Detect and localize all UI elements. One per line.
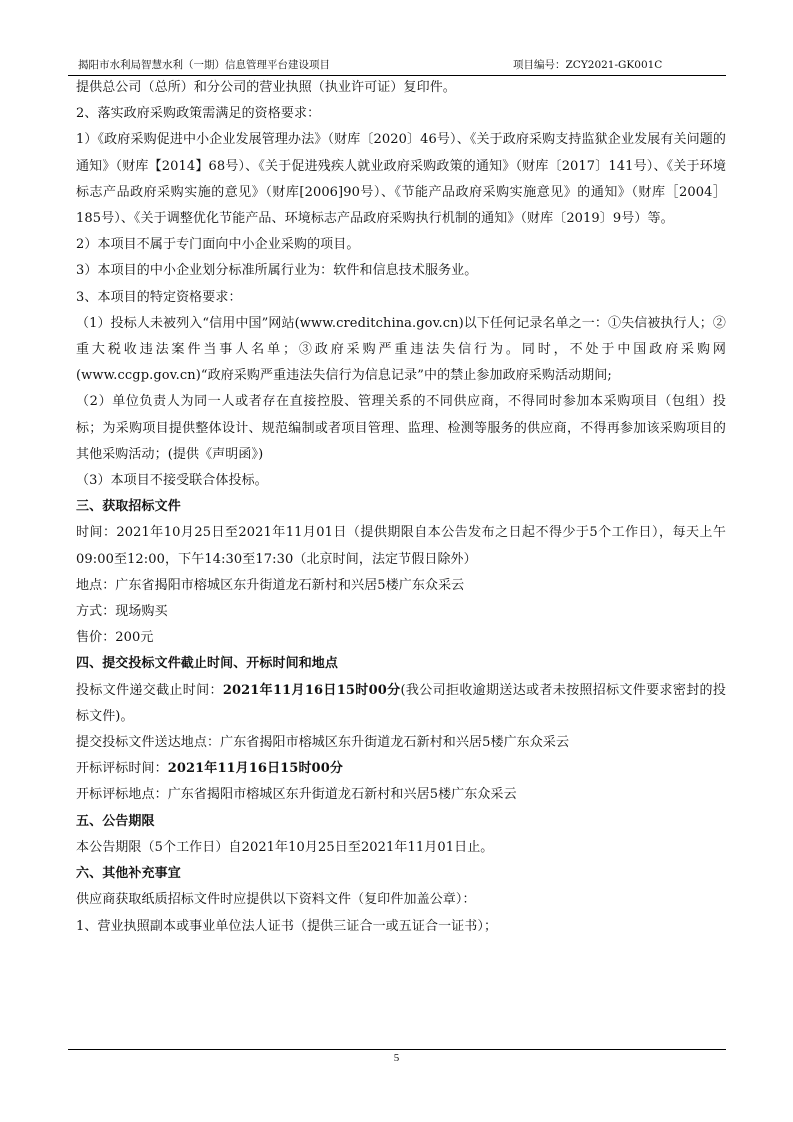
paragraph: （3）本项目不接受联合体投标。 [76,473,268,489]
section-heading: 四、提交投标文件截止时间、开标时间和地点 [76,656,339,672]
opening-time: 2021年11月16日15时00分 [167,761,343,777]
paragraph: 1）《政府采购促进中小企业发展管理办法》（财库〔2020〕46号）、《关于政府采购支持监狱企业发展有关问题的通知》（财库【2014】68号）、《关于促进残疾人就业政府采购政策的通知》（财库〔2017〕141号）、《关于环境标志产品政府采购实施的意见》（财库[2006]90号）、《节能产品政府采购实施意见》的通知》（财库［2004］185号）、《关于调整优化节能产品、环境标志产品政府采购执行机制的通知》（财库〔2019〕9号）等。 [76,132,726,227]
paragraph: 时间：2021年10月25日至2021年11月01日（提供期限自本公告发布之日起不得少于5个工作日），每天上午09:00至12:00，下午14:30至17:30（北京时间，法定节假日除外） [76,525,726,567]
paragraph: 本公告期限（5个工作日）自2021年10月25日至2021年11月01日止。 [76,839,494,855]
footer-divider [68,1049,726,1050]
paragraph: 2）本项目不属于专门面向中小企业采购的项目。 [76,237,360,253]
paragraph: 2、落实政府采购政策需满足的资格要求： [76,106,321,122]
paragraph: （2）单位负责人为同一人或者存在直接控股、管理关系的不同供应商，不得同时参加本采购项目（包组）投标；为采购项目提供整体设计、规范编制或者项目管理、监理、检测等服务的供应商，不得再参加该采购项目的其他采购活动；(提供《声明函》) [76,394,726,462]
paragraph [76,678,726,730]
deadline-label: 投标文件递交截止时间： [76,682,223,698]
paragraph: 方式：现场购买 [76,604,168,620]
paragraph: 3、本项目的特定资格要求： [76,289,242,305]
document-body [76,75,726,940]
paragraph: 3）本项目的中小企业划分标准所属行业为：软件和信息技术服务业。 [76,263,478,279]
section-heading: 六、其他补充事宜 [76,866,181,882]
paragraph: 地点：广东省揭阳市榕城区东升街道龙石新村和兴居5楼广东众采云 [76,577,465,593]
header-project-number: 项目编号：ZCY2021-GK001C [513,59,663,71]
section-heading: 五、公告期限 [76,813,155,829]
paragraph: 1、营业执照副本或事业单位法人证书（提供三证合一或五证合一证书）； [76,918,498,934]
paragraph: 提交投标文件送达地点：广东省揭阳市榕城区东升街道龙石新村和兴居5楼广东众采云 [76,735,570,751]
page-header [68,56,726,76]
page-number: 5 [393,1052,400,1064]
header-project-name: 揭阳市水利局智慧水利（一期）信息管理平台建设项目 [78,59,330,71]
deadline-note: (我公司拒收逾期送达或者未按照招标文件要求密封的投标文件)。 [76,682,726,724]
paragraph: （1）投标人未被列入“信用中国”网站(www.creditchina.gov.cn)以下任何记录名单之一：①失信被执行人；②重大税收违法案件当事人名单；③政府采购严重违法失信行为。同时，不处于中国政府采购网(www.ccgp.gov.cn)“政府采购严重违法失信行为信息记录”中的禁止参加政府采购活动期间; [76,315,726,384]
section-heading: 三、获取招标文件 [76,499,181,515]
deadline-time: 2021年11月16日15时00分 [222,682,401,698]
opening-label: 开标评标时间： [76,761,168,777]
paragraph [76,756,726,782]
paragraph: 提供总公司（总所）和分公司的营业执照（执业许可证）复印件。 [76,80,456,95]
paragraph: 售价：200元 [76,630,154,646]
paragraph: 供应商获取纸质招标文件时应提供以下资料文件（复印件加盖公章）： [76,892,476,908]
paragraph: 开标评标地点：广东省揭阳市榕城区东升街道龙石新村和兴居5楼广东众采云 [76,787,517,803]
